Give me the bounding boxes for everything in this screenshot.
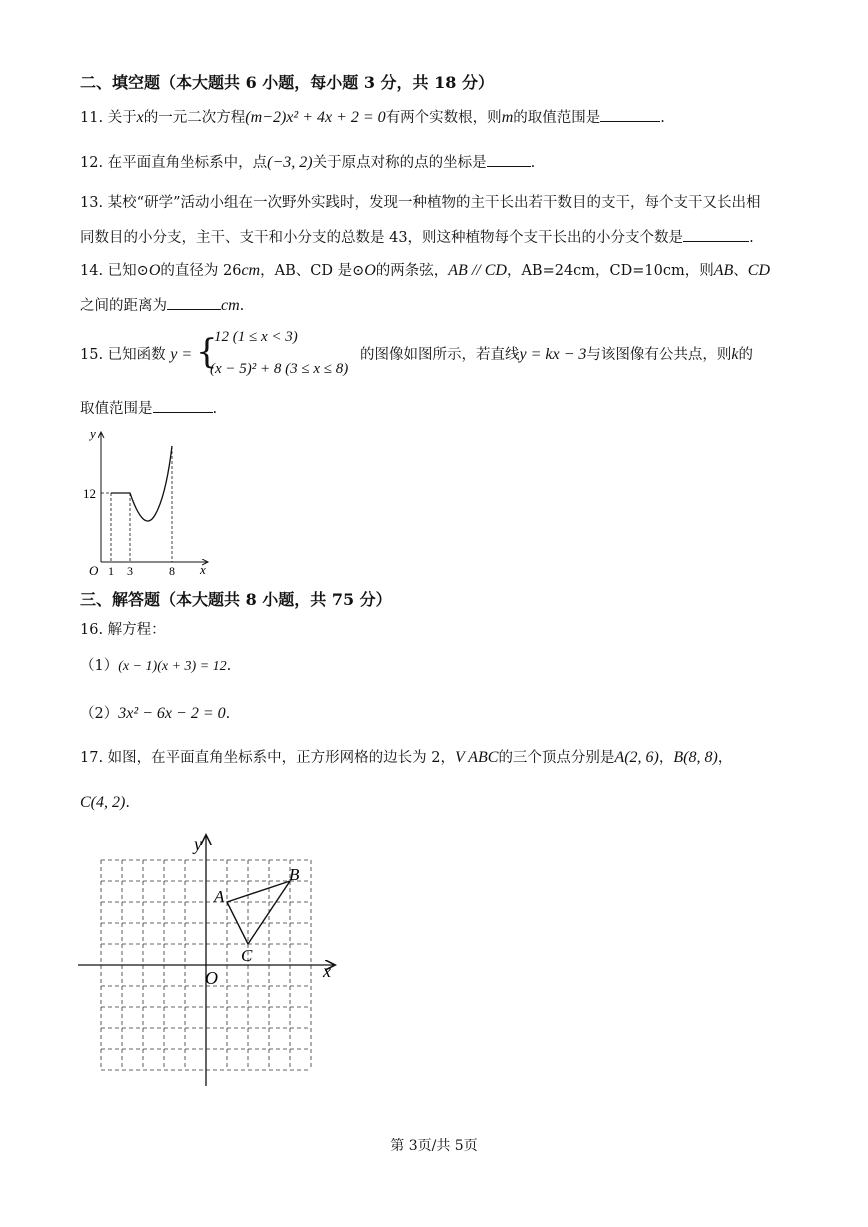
q16-p1-equation: (x − 1)(x + 3) = 12 xyxy=(118,659,227,674)
q16-p2-end: . xyxy=(225,706,231,722)
q17-coordinate-grid xyxy=(76,828,341,1090)
question-15-suffix xyxy=(360,345,753,365)
q15-case-1: 12 (1 ≤ x < 3) xyxy=(214,329,298,345)
q11-text-post1: 有两个实数根，则 xyxy=(385,110,502,126)
q11-var-x: x xyxy=(136,109,144,126)
question-11 xyxy=(80,107,665,128)
q14-text-a: 14. 已知⊙ xyxy=(80,263,149,279)
q11-var-m: m xyxy=(501,109,514,126)
q12-point: (−3, 2) xyxy=(267,154,313,171)
section-2-heading: 二、填空题（本大题共 6 小题，每小题 3 分，共 18 分） xyxy=(80,73,494,92)
question-13-line-1: 13. 某校“研学”活动小组在一次野外实践时，发现一种植物的主干长出若干数目的支干，每个支干又长出相 xyxy=(80,195,761,211)
q15-graph-x-tick-1: 1 xyxy=(108,564,114,578)
q15-answer-blank[interactable] xyxy=(153,398,213,413)
page-footer: 第 3页/共 5页 xyxy=(390,1138,478,1154)
q15-graph-x-tick-3: 3 xyxy=(127,564,133,578)
question-17-line-1 xyxy=(80,748,732,768)
q14-circle-o: O xyxy=(148,262,161,279)
q15-number: 15. xyxy=(80,347,104,363)
q11-number: 11. xyxy=(80,110,104,126)
q15-graph-x-tick-8: 8 xyxy=(169,564,175,578)
q14-parallel: AB // CD xyxy=(448,262,507,279)
q15-y-equals: y = xyxy=(170,346,193,363)
q16-p1-end: . xyxy=(226,658,232,674)
question-14-line-1 xyxy=(80,261,770,281)
q17-point-b: B(8, 8) xyxy=(673,749,718,766)
q14-unit-cm: cm xyxy=(241,262,261,279)
q15-text-line2: 取值范围是 xyxy=(80,401,153,417)
question-13-line-2 xyxy=(80,227,754,248)
q16-p2-equation: 3x² − 6x − 2 = 0 xyxy=(118,705,226,722)
q14-text-c: ，AB、CD 是⊙ xyxy=(260,263,365,279)
q12-answer-blank[interactable] xyxy=(487,152,531,167)
question-15-prefix xyxy=(80,345,192,365)
q15-graph-y-tick-12: 12 xyxy=(83,486,96,501)
q16-p2-label: （2） xyxy=(80,706,119,722)
q17-point-a: A(2, 6) xyxy=(614,749,659,766)
q12-number: 12. xyxy=(80,155,104,171)
q17-end: . xyxy=(125,795,130,811)
q14-text-line2: 之间的距离为 xyxy=(80,298,167,314)
q15-text-post2: 与该图像有公共点，则 xyxy=(586,347,732,363)
q11-equation: (m−2)x² + 4x + 2 = 0 xyxy=(245,109,386,126)
q14-end: . xyxy=(239,298,245,314)
q15-function-curve xyxy=(111,446,172,521)
q15-graph-origin: O xyxy=(89,563,99,578)
q17-vertex-a: A xyxy=(214,887,225,906)
question-16-title: 16. 解方程： xyxy=(80,622,166,638)
question-16-part-1 xyxy=(80,656,231,677)
question-17-line-2 xyxy=(80,793,130,813)
q15-var-k: k xyxy=(731,346,739,363)
q11-end: . xyxy=(660,110,665,126)
q17-point-c: C(4, 2) xyxy=(80,794,126,811)
q12-text-post: 关于原点对称的点的坐标是 xyxy=(312,155,487,171)
question-14-line-2 xyxy=(80,295,244,316)
q17-grid-origin: O xyxy=(205,968,218,988)
q14-circle-o-2: O xyxy=(364,262,376,279)
section-3-heading: 三、解答题（本大题共 8 小题，共 75 分） xyxy=(80,590,392,609)
q14-unit: cm xyxy=(221,297,240,314)
q17-grid-y-label: y xyxy=(194,834,202,854)
q14-cd: CD xyxy=(747,262,771,279)
q17-grid-x-label: x xyxy=(323,961,331,981)
q15-end: . xyxy=(212,401,218,417)
q11-answer-blank[interactable] xyxy=(600,107,660,122)
q14-text-b: 的直径为 26 xyxy=(160,263,242,279)
q14-sep: 、 xyxy=(733,263,748,279)
q17-text-post: 的三个顶点分别是 xyxy=(498,750,615,766)
q13-text: 同数目的小分支，主干、支干和小分支的总数是 43，则这种植物每个支干长出的小分支个数是 xyxy=(80,230,684,246)
q15-brace: { xyxy=(196,332,218,372)
q13-end: . xyxy=(749,230,754,246)
q13-answer-blank[interactable] xyxy=(683,227,749,242)
q14-text-e: ，AB=24cm，CD=10cm，则 xyxy=(506,263,714,279)
q14-answer-blank[interactable] xyxy=(167,295,221,310)
q14-ab: AB xyxy=(713,262,734,279)
q15-line-equation: y = kx − 3 xyxy=(519,346,587,363)
q15-function-graph xyxy=(80,422,220,580)
q15-graph-y-label: y xyxy=(90,426,96,441)
q16-p1-label: （1） xyxy=(80,658,119,674)
q14-text-d: 的两条弦， xyxy=(375,263,449,279)
question-12 xyxy=(80,152,535,173)
q17-triangle: V ABC xyxy=(455,749,499,766)
q11-text-pre: 关于 xyxy=(107,110,137,126)
q15-case-2: (x − 5)² + 8 (3 ≤ x ≤ 8) xyxy=(210,361,349,377)
q17-sep: ， xyxy=(658,750,674,766)
q12-text-pre: 在平面直角坐标系中，点 xyxy=(107,155,268,171)
q17-triangle-abc xyxy=(227,881,290,944)
q11-text-post2: 的取值范围是 xyxy=(513,110,601,126)
q15-text-pre: 已知函数 xyxy=(107,347,166,363)
question-15-line-2 xyxy=(80,398,217,419)
q17-text-pre: 17. 如图，在平面直角坐标系中，正方形网格的边长为 2， xyxy=(80,750,456,766)
q15-graph-x-label: x xyxy=(200,562,206,577)
q17-vertex-c: C xyxy=(241,946,253,965)
q15-text-post1: 的图像如图所示，若直线 xyxy=(360,347,520,363)
q17-end-sep: ， xyxy=(717,750,733,766)
q15-text-post3: 的 xyxy=(738,347,754,363)
q17-vertex-b: B xyxy=(289,865,300,884)
question-16-part-2 xyxy=(80,704,230,724)
q12-end: . xyxy=(530,155,536,171)
q11-text-mid: 的一元二次方程 xyxy=(143,110,246,126)
